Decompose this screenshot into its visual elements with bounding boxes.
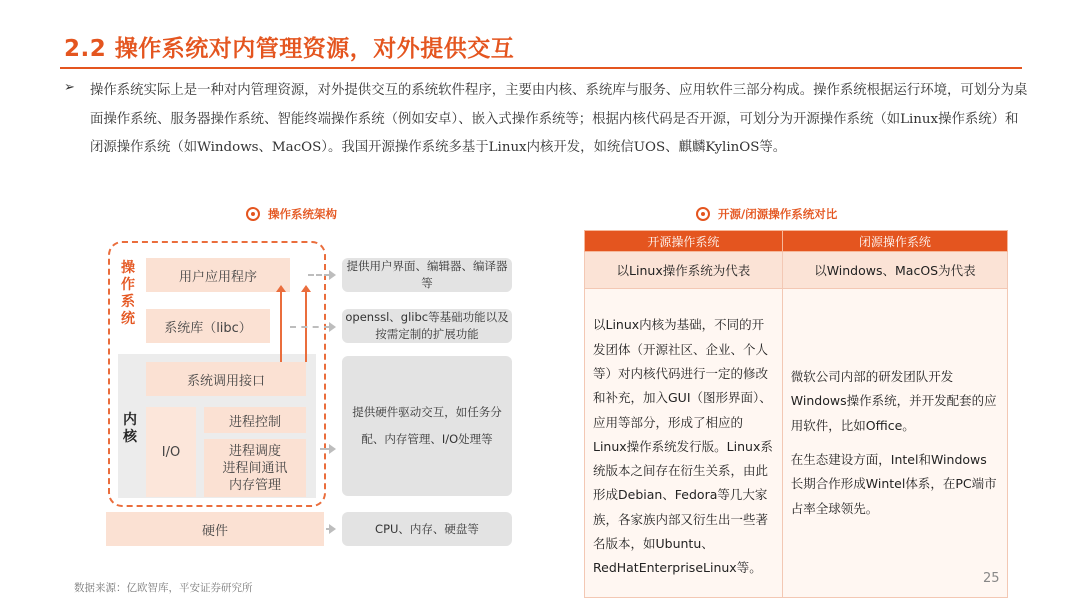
closed-desc-paragraph: 在生态建设方面，Intel和Windows长期合作形成Wintel体系，在PC端市占率全球领先。 [790,452,997,516]
section-heading-comparison [696,206,837,222]
source-note: 数据来源：亿欧智库，平安证券研究所 [74,582,253,594]
open-description: 以Linux内核为基础，不同的开发团体（开源社区、企业、个人等）对内核代码进行一定的修改和补充，加入GUI（图形界面）、应用等部分，形成了相应的Linux操作系统发行版。Linux系统版本之间存在衍生关系，由此形成Debian、Fedora等几大家族，各家族内部又衍生出一些著名版本，如Ubuntu、RedHatEnterpriseLinux等。 [585,289,783,598]
column-header-closed: 闭源操作系统 [782,231,1007,252]
title-divider [60,67,1022,69]
io-box: I/O [146,407,196,497]
dashed-arrow-icon [326,528,330,530]
section-heading-architecture [246,206,337,222]
os-vertical-label: 操作系统 [121,260,135,327]
comparison-table [584,230,1008,598]
dashed-arrow-icon [320,448,330,450]
intro-paragraph: 操作系统实际上是一种对内管理资源，对外提供交互的系统软件程序，主要由内核、系统库与服务、应用软件三部分构成。操作系统根据运行环境，可划分为桌面操作系统、服务器操作系统、智能终端操作系统（例如安卓）、嵌入式操作系统等；根据内核代码是否开源，可划分为开源操作系统（如Linux操作系统）和闭源操作系统（如Windows、MacOS）。我国开源操作系统多基于Linux内核开发，如统信UOS、麒麟KylinOS等。 [90,83,1028,155]
page-title: 2.2 操作系统对内管理资源，对外提供交互 [64,36,515,62]
note-hardware: CPU、内存、硬盘等 [342,512,512,546]
syslib-box: 系统库（libc） [146,309,270,343]
target-bullet-icon [696,207,710,221]
open-representative: 以Linux操作系统为代表 [585,252,783,289]
closed-description [782,289,1007,598]
note-user-app: 提供用户界面、编辑器、编译器等 [342,258,512,292]
dashed-arrow-icon [308,274,330,276]
connector-line [280,292,282,362]
bullet-arrow-icon: ➢ [64,80,75,95]
note-kernel: 提供硬件驱动交互，如任务分配、内存管理、I/O处理等 [342,356,512,496]
section-heading-text: 开源/闭源操作系统对比 [718,207,838,221]
closed-representative: 以Windows、MacOS为代表 [782,252,1007,289]
process-scheduling-box: 进程调度 进程间通讯 内存管理 [204,439,306,497]
syscall-box: 系统调用接口 [146,362,306,396]
kernel-vertical-label: 内核 [123,412,137,445]
process-control-box: 进程控制 [204,407,306,433]
closed-desc-paragraph: 微软公司内部的研发团队开发Windows操作系统，并开发配套的应用软件，比如Office。 [790,369,997,433]
column-header-open: 开源操作系统 [585,231,783,252]
page-number: 25 [983,571,1000,586]
target-bullet-icon [246,207,260,221]
section-heading-text: 操作系统架构 [268,207,337,221]
hardware-box: 硬件 [106,512,324,546]
note-syslib: openssl、glibc等基础功能以及按需定制的扩展功能 [342,309,512,343]
user-app-box: 用户应用程序 [146,258,290,292]
dashed-arrow-icon [290,326,330,328]
os-architecture-diagram [100,236,520,552]
